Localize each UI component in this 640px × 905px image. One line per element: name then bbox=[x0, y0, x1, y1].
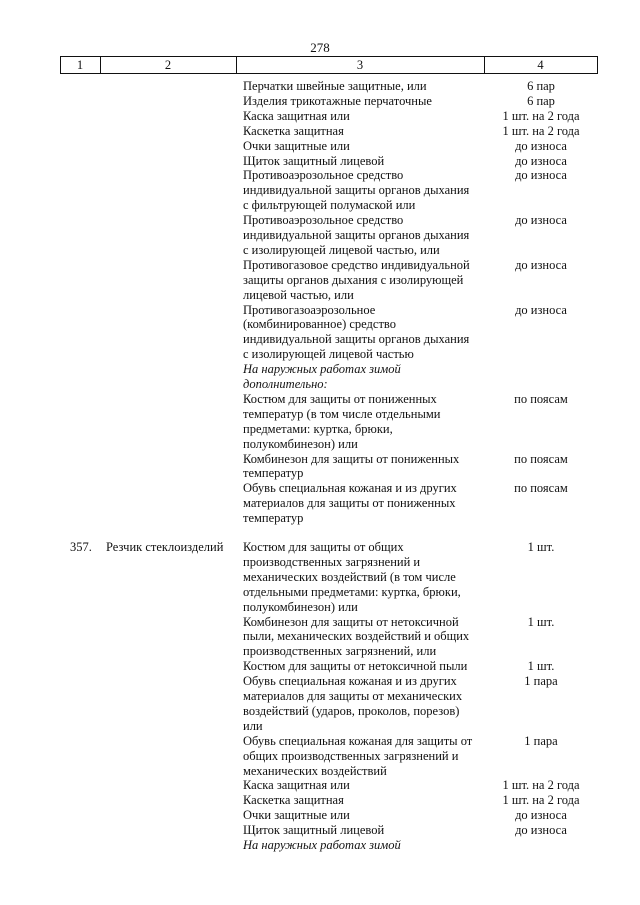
item-name: Комбинезон для защиты от пониженных температур bbox=[243, 451, 460, 481]
item-name: Противоаэрозольное средство индивидуальной защиты органов дыхания с изолирующей лицевой частью, или bbox=[243, 213, 470, 257]
header-col-3: 3 bbox=[356, 58, 364, 72]
item-quantity: до износа bbox=[515, 257, 567, 272]
item-name: Костюм для защиты от общих производственных загрязнений и механических воздействий (в том числе отдельными предметами: куртка, брюки, полукомбинезон) или bbox=[243, 540, 461, 614]
item-quantity: до износа bbox=[515, 153, 567, 168]
item-name: Противоаэрозольное средство индивидуальной защиты органов дыхания с фильтрующей полумаской или bbox=[243, 168, 470, 213]
item-name: Противогазовое средство индивидуальной защиты органов дыхания с изолирующей лицевой частью, или bbox=[243, 257, 470, 302]
item-quantity: 1 пара bbox=[524, 733, 558, 748]
header-col-1: 1 bbox=[76, 58, 84, 72]
item-name: На наружных работах зимой bbox=[243, 838, 401, 852]
header-col-2: 2 bbox=[164, 58, 172, 72]
item-name: Каскетка защитная bbox=[243, 123, 344, 138]
item-quantity: 6 пар bbox=[527, 79, 555, 93]
item-quantity: 1 шт. bbox=[527, 614, 555, 629]
item-quantity: 1 шт. на 2 года bbox=[502, 778, 580, 793]
item-quantity: до износа bbox=[515, 138, 567, 153]
item-quantity: до износа bbox=[515, 808, 567, 823]
item-quantity: 1 шт. на 2 года bbox=[502, 108, 580, 123]
item-quantity: 1 пара bbox=[524, 674, 558, 689]
item-name: Обувь специальная кожаная для защиты от общих производственных загрязнений и механических воздействий bbox=[243, 733, 473, 778]
item-quantity: по поясам bbox=[514, 481, 568, 496]
item-name: На наружных работах зимой дополнительно: bbox=[243, 362, 401, 391]
item-name: Очки защитные или bbox=[243, 138, 350, 153]
item-quantity: до износа bbox=[515, 168, 567, 183]
item-name: Противогазоаэрозольное (комбинированное) средство индивидуальной защиты органов дыхания с изолирующей лицевой частью bbox=[243, 302, 470, 362]
item-name: Обувь специальная кожаная и из других материалов для защиты от механических воздействий (ударов, проколов, порезов) или bbox=[243, 674, 463, 733]
item-name: Изделия трикотажные перчаточные bbox=[243, 93, 432, 108]
item-name: Очки защитные или bbox=[243, 808, 350, 823]
item-name: Каска защитная или bbox=[243, 108, 350, 123]
item-name: Щиток защитный лицевой bbox=[243, 823, 385, 838]
item-quantity: до износа bbox=[515, 213, 567, 228]
item-quantity: 1 шт. на 2 года bbox=[502, 793, 580, 808]
item-name: Перчатки швейные защитные, или bbox=[243, 79, 427, 93]
item-name: Комбинезон для защиты от нетоксичной пыли, механических воздействий и общих производственных загрязнений, или bbox=[243, 614, 470, 659]
item-quantity: до износа bbox=[515, 823, 567, 838]
item-quantity: по поясам bbox=[514, 451, 568, 466]
item-number: 357. bbox=[70, 540, 92, 554]
item-name: Костюм для защиты от нетоксичной пыли bbox=[243, 659, 468, 674]
item-name: Каска защитная или bbox=[243, 778, 350, 793]
item-quantity: по поясам bbox=[514, 391, 568, 406]
item-name: Щиток защитный лицевой bbox=[243, 153, 385, 168]
header-bottom-border bbox=[60, 73, 598, 74]
item-quantity: 6 пар bbox=[527, 93, 555, 108]
page-number: 278 bbox=[310, 40, 330, 55]
item-name: Обувь специальная кожаная и из других материалов для защиты от пониженных температур bbox=[243, 481, 457, 526]
item-quantity: 1 шт. на 2 года bbox=[502, 123, 580, 138]
item-quantity: 1 шт. bbox=[527, 659, 555, 674]
item-name: Костюм для защиты от пониженных температур (в том числе отдельными предметами: куртка, брюки, полукомбинезон) или bbox=[243, 391, 441, 451]
item-quantity: до износа bbox=[515, 302, 567, 317]
header-col-4: 4 bbox=[537, 58, 544, 72]
item-name: Каскетка защитная bbox=[243, 793, 344, 808]
item-quantity: 1 шт. bbox=[527, 540, 555, 554]
header-divider bbox=[597, 57, 598, 73]
profession-name: Резчик стеклоизделий bbox=[106, 540, 224, 554]
